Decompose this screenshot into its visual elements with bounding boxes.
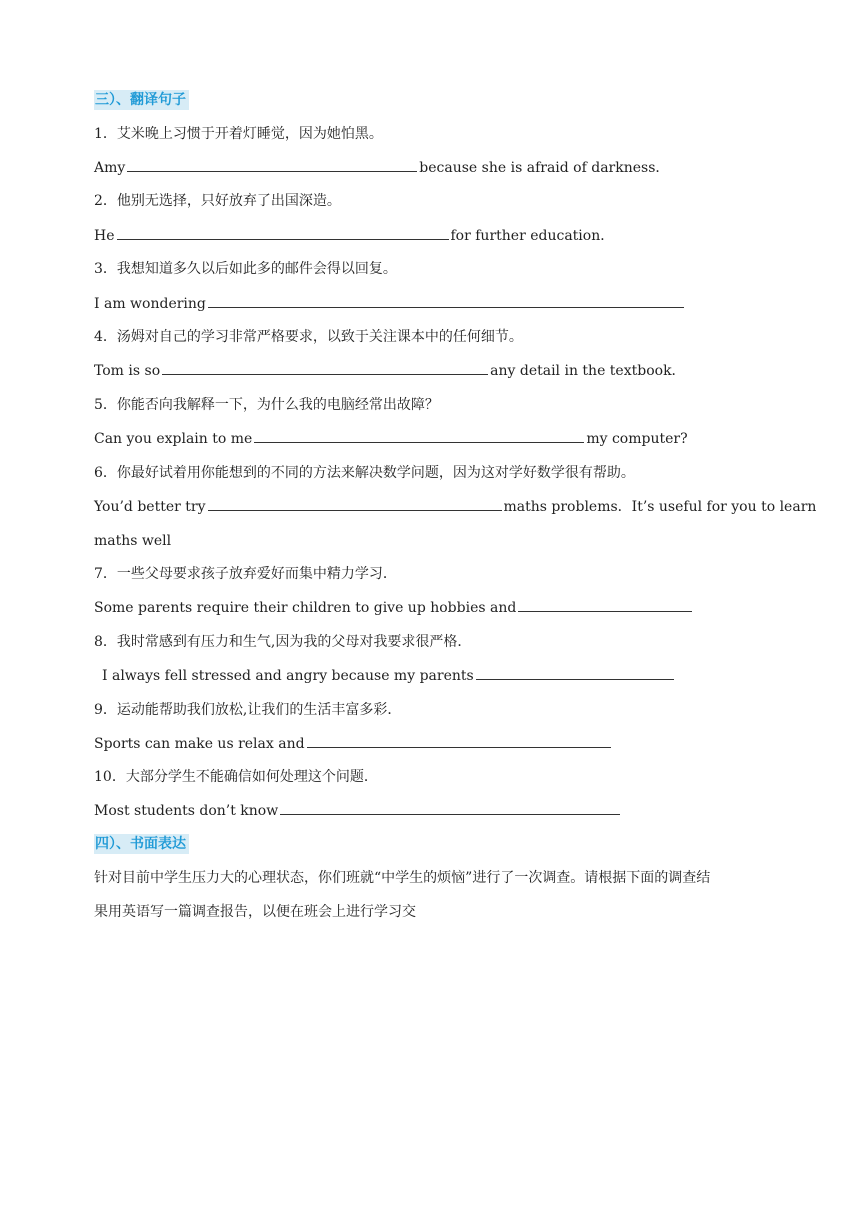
answer-blank[interactable] [476, 666, 674, 680]
answer-line-9 [94, 734, 764, 754]
answer-line-10 [94, 801, 764, 821]
answer-prefix: I always fell stressed and angry because my parents [102, 668, 474, 684]
answer-prefix: He [94, 228, 115, 244]
answer-blank[interactable] [127, 158, 417, 172]
answer-line-7 [94, 598, 764, 618]
answer-blank[interactable] [307, 734, 611, 748]
answer-blank[interactable] [208, 294, 684, 308]
answer-blank[interactable] [518, 598, 692, 612]
question-zh-8: 8．我时常感到有压力和生气,因为我的父母对我要求很严格． [94, 634, 472, 650]
answer-suffix: any detail in the textbook． [490, 363, 686, 379]
answer-blank[interactable] [254, 429, 584, 443]
answer-suffix: for further education． [450, 228, 615, 244]
answer-prefix: Some parents require their children to give up hobbies and [94, 600, 517, 616]
question-zh-5: 5．你能否向我解释一下，为什么我的电脑经常出故障？ [94, 397, 439, 413]
answer-line-8 [102, 666, 764, 686]
question-zh-6: 6．你最好试着用你能想到的不同的方法来解决数学问题，因为这对学好数学很有帮助。 [94, 465, 635, 481]
answer-prefix: Amy [94, 160, 126, 176]
question-zh-2: 2．他别无选择，只好放弃了出国深造。 [94, 193, 341, 209]
section-title: 三）、翻译句子 [94, 90, 189, 110]
writing-prompt-line-2: 果用英语写一篇调查报告，以便在班会上进行学习交 [94, 904, 416, 920]
answer-prefix: Sports can make us relax and [94, 736, 305, 752]
answer-blank[interactable] [208, 497, 502, 511]
question-zh-1: 1．艾米晚上习惯于开着灯睡觉，因为她怕黑。 [94, 126, 383, 142]
answer-suffix: maths problems．It’s useful for you to learn [503, 499, 817, 515]
question-zh-9: 9．运动能帮助我们放松,让我们的生活丰富多彩． [94, 702, 402, 718]
answer-prefix: Tom is so [94, 363, 161, 379]
answer-suffix: my computer? [586, 431, 688, 447]
answer-line-6 [94, 497, 817, 517]
question-zh-10: 10．大部分学生不能确信如何处理这个问题． [94, 769, 378, 785]
answer-line-5 [94, 429, 764, 449]
answer-blank[interactable] [117, 226, 449, 240]
answer-blank[interactable] [280, 801, 620, 815]
answer-line-6-continued: maths well [94, 533, 172, 549]
answer-prefix: Most students don’t know [94, 803, 279, 819]
answer-blank[interactable] [162, 361, 488, 375]
question-zh-4: 4．汤姆对自己的学习非常严格要求，以致于关注课本中的任何细节。 [94, 329, 523, 345]
answer-prefix: I am wondering [94, 296, 206, 312]
answer-line-3 [94, 294, 764, 314]
writing-prompt-line-1: 针对目前中学生压力大的心理状态，你们班就“中学生的烦恼”进行了一次调查。请根据下面的调查结 [94, 870, 711, 886]
section-heading-writing [94, 834, 764, 854]
question-zh-3: 3．我想知道多久以后如此多的邮件会得以回复。 [94, 261, 397, 277]
answer-suffix: because she is afraid of darkness． [419, 160, 670, 176]
section-heading-translation [94, 90, 764, 110]
answer-line-1 [94, 158, 764, 178]
question-zh-7: 7．一些父母要求孩子放弃爱好而集中精力学习． [94, 566, 397, 582]
answer-prefix: You’d better try [94, 499, 206, 515]
answer-prefix: Can you explain to me [94, 431, 253, 447]
answer-line-4 [94, 361, 764, 381]
section-title: 四）、书面表达 [94, 834, 189, 854]
answer-line-2 [94, 226, 764, 246]
